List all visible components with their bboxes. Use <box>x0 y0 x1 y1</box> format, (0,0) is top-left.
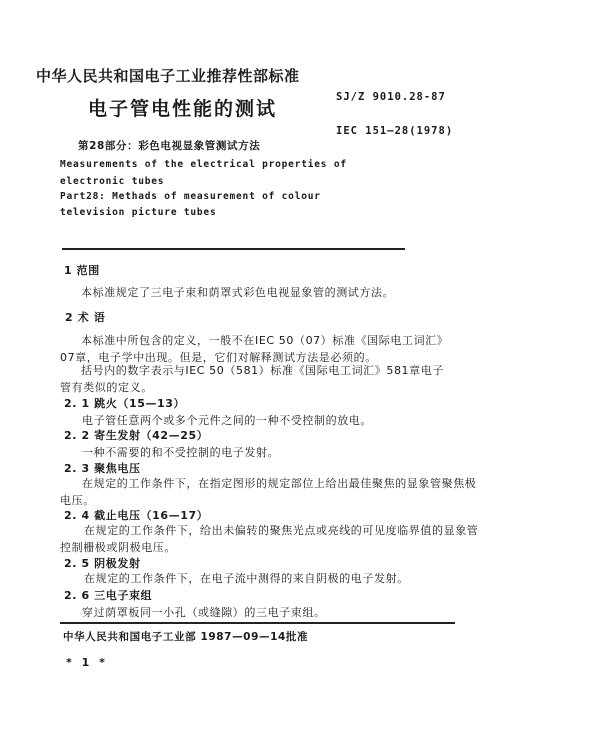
issuer-heading: 中华人民共和国电子工业推荐性部标准 <box>36 67 300 85</box>
item-2-2-body: 一种不需要的和不受控制的电子发射。 <box>82 446 280 459</box>
english-title-line: electronic tubes <box>60 176 165 187</box>
item-2-4-title: 2. 4 截止电压（16—17） <box>64 509 209 522</box>
approval-line: 中华人民共和国电子工业部 1987—09—14批准 <box>63 631 309 643</box>
item-2-4-body: 在规定的工作条件下，给出未偏转的聚焦光点或亮线的可见度临界值的显象管 <box>84 524 479 537</box>
section-1-title: 1 范围 <box>64 264 100 277</box>
paragraph: 本标准中所包含的定义，一般不在IEC 50（07）标准《国际电工词汇》 <box>81 334 449 347</box>
page-number: * 1 * <box>66 656 108 669</box>
part-title-cn: 第28部分：彩色电视显象管测试方法 <box>78 140 261 152</box>
document-title: 电子管电性能的测试 <box>88 98 278 120</box>
footer-divider <box>60 622 455 624</box>
item-2-5-title: 2. 5 阴极发射 <box>64 557 141 570</box>
paragraph: 07章，电子学中出现。但是，它们对解释测试方法是必须的。 <box>60 351 377 364</box>
english-title-line: Part28: Methads of measurement of colour <box>60 191 321 202</box>
item-2-3-title: 2. 3 聚焦电压 <box>64 462 141 475</box>
standard-code: SJ/Z 9010.28-87 <box>336 91 446 103</box>
paragraph: 管有类似的定义。 <box>60 381 153 394</box>
section-2-title: 2 术 语 <box>65 311 106 324</box>
item-2-6-title: 2. 6 三电子束组 <box>64 589 153 602</box>
section-1-body: 本标准规定了三电子束和荫罩式彩色电视显象管的测试方法。 <box>81 286 395 299</box>
english-title-line: television picture tubes <box>60 207 217 218</box>
item-2-6-body: 穿过荫罩板同一小孔（或缝隙）的三电子束组。 <box>82 606 326 619</box>
item-2-1-body: 电子管任意两个或多个元件之间的一种不受控制的放电。 <box>82 414 372 427</box>
item-2-3-body: 在规定的工作条件下，在指定图形的规定部位上给出最佳聚焦的显象管聚焦极 <box>82 477 477 490</box>
item-2-3-body: 电压。 <box>60 494 95 507</box>
english-title-line: Measurements of the electrical properties of <box>60 159 347 170</box>
item-2-5-body: 在规定的工作条件下，在电子流中测得的来自阴极的电子发射。 <box>84 572 409 585</box>
item-2-4-body: 控制栅极或阴极电压。 <box>60 541 176 554</box>
header-divider <box>62 248 405 250</box>
item-2-2-title: 2. 2 寄生发射（42—25） <box>64 429 209 442</box>
paragraph: 括号内的数字表示与IEC 50（581）标准《国际电工词汇》581章电子 <box>81 364 444 377</box>
iec-reference: IEC 151—28(1978) <box>336 125 454 137</box>
item-2-1-title: 2. 1 跳火（15—13） <box>64 397 186 410</box>
